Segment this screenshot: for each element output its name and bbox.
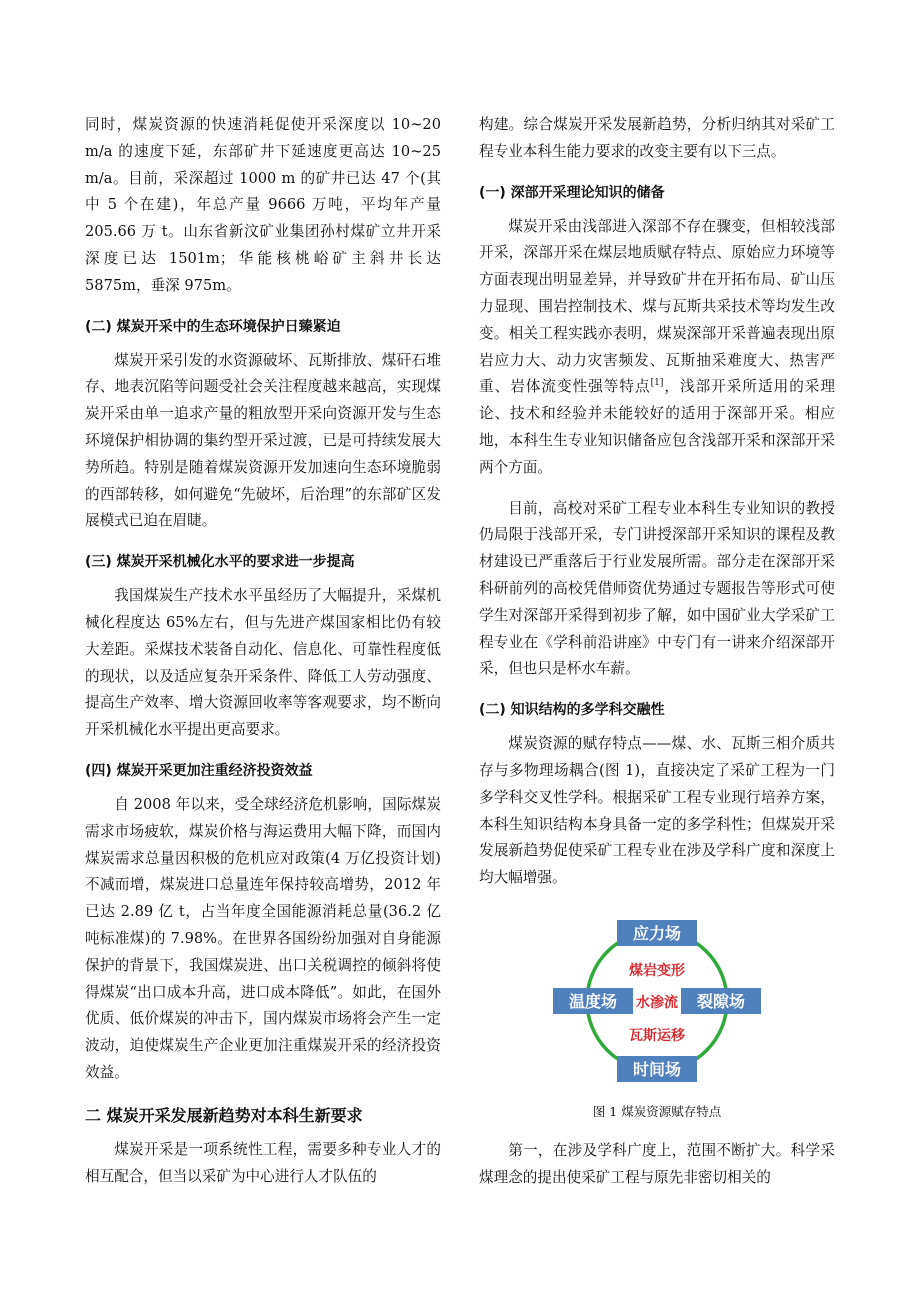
right-paragraph-3: 目前，高校对采矿工程专业本科生专业知识的教授仍局限于浅部开采，专门讲授深部开采知识的课程及教材建设已严重落后于行业发展所需。部分走在深部开采科研前列的高校凭借师资优势通过专题报告等形式可使学生对深部开采得到初步了解，如中国矿业大学采矿工程专业在《学科前沿讲座》中专门有一讲来介绍深部开采，但也只是杯水车薪。 [479, 499, 835, 678]
figure-diagram [479, 908, 835, 1094]
right-paragraph-1: 构建。综合煤炭开采发展新趋势，分析归纳其对采矿工程专业本科生能力要求的改变主要有以下三点。 [479, 116, 835, 160]
box-temperature-field [553, 988, 633, 1014]
svg-text:裂隙场: 裂隙场 [696, 991, 746, 1011]
label-coal-rock-deformation: 煤岩变形 [629, 962, 685, 979]
citation-ref[interactable]: [1] [650, 378, 664, 389]
chapter-heading: 二 煤炭开采发展新趋势对本科生新要求 [85, 1105, 363, 1125]
right-paragraph-4: 煤炭资源的赋存特点——煤、水、瓦斯三相介质共存与多物理场耦合(图 1)，直接决定了采矿工程为一门多学科交叉性学科。根据采矿工程专业现行培养方案，本科生知识结构本身具备一定的多学科性；但煤炭开采发展新趋势促使采矿工程专业在涉及学科广度和深度上均大幅增强。 [479, 735, 835, 887]
svg-text:应力场: 应力场 [632, 923, 682, 943]
box-stress-field [617, 920, 697, 946]
box-fracture-field [681, 988, 761, 1014]
figure-coal-occurrence [479, 908, 835, 1158]
left-column [85, 112, 441, 1190]
right-paragraph-2 [479, 214, 835, 482]
right-paragraph-2b: ，浅部开采所适用的采理论、技术和经验并未能较好的适用于深部开采。相应地，本科生生专业知识储备应包含浅部开采和深部开采两个方面。 [479, 378, 835, 476]
right-paragraph-5: 第一，在涉及学科广度上，范围不断扩大。科学采煤理念的提出使采矿工程与原先非密切相关的 [479, 1141, 835, 1186]
svg-text:时间场: 时间场 [632, 1059, 682, 1079]
label-gas-migration: 瓦斯运移 [629, 1027, 685, 1044]
section-heading-4: (四) 煤炭开采更加注重经济投资效益 [85, 762, 313, 779]
left-paragraph-1: 同时，煤炭资源的快速消耗促使开采深度以 10~20 m/a 的速度下延，东部矿井下延速度更高达 10~25 m/a。目前，采深超过 1000 m 的矿井已达 47 个(其中 5 个在建)，年总产量 9666 万吨，平均年产量 205.66 万 t。山东省新汶矿业集团孙村煤矿立井开采深度已达 1501m；华能核桃峪矿主斜井长达 5875m，垂深 975m。 [85, 116, 441, 294]
svg-text:温度场: 温度场 [568, 991, 618, 1011]
left-paragraph-5: 煤炭开采是一项系统性工程，需要多种专业人才的相互配合，但当以采矿为中心进行人才队伍的 [85, 1140, 441, 1185]
right-paragraph-2a: 煤炭开采由浅部进入深部不存在骤变，但相较浅部开采，深部开采在煤层地质赋存特点、原始应力环境等方面表现出明显差异，并导致矿井在开拓布局、矿山压力显现、围岩控制技术、煤与瓦斯共采技术等均发生改变。相关工程实践亦表明，煤炭深部开采普遍表现出原岩应力大、动力灾害频发、瓦斯抽采难度大、热害严重、岩体流变性强等特点 [479, 217, 835, 396]
section-heading-2b: (二) 知识结构的多学科交融性 [479, 702, 665, 719]
figure-caption: 图 1 煤炭资源赋存特点 [592, 1103, 722, 1119]
box-time-field [617, 1056, 697, 1082]
label-water-seepage: 水渗流 [636, 994, 678, 1011]
section-heading-2: (二) 煤炭开采中的生态环境保护日臻紧迫 [85, 318, 341, 335]
left-paragraph-2: 煤炭开采引发的水资源破坏、瓦斯排放、煤矸石堆存、地表沉陷等问题受社会关注程度越来越高，实现煤炭开采由单一追求产量的粗放型开采向资源开发与生态环境保护相协调的集约型开采过渡，已是可持续发展大势所趋。特别是随着煤炭资源开发加速向生态环境脆弱的西部转移，如何避免“先破坏，后治理”的东部矿区发展模式已迫在眉睫。 [85, 351, 441, 530]
left-paragraph-3: 我国煤炭生产技术水平虽经历了大幅提升，采煤机械化程度达 65%左右，但与先进产煤国家相比仍有较大差距。采煤技术装备自动化、信息化、可靠性程度低的现状，以及适应复杂开采条件、降低工人劳动强度、提高生产效率、增大资源回收率等客观要求，均不断向开采机械化水平提出更高要求。 [85, 587, 441, 739]
left-paragraph-4: 自 2008 年以来，受全球经济危机影响，国际煤炭需求市场疲软，煤炭价格与海运费用大幅下降，而国内煤炭需求总量因积极的危机应对政策(4 万亿投资计划)不减而增，煤炭进口总量连年保持较高增势，2012 年已达 2.89 亿 t，占当年度全国能源消耗总量(36.2 亿吨标准煤)的 7.98%。在世界各国纷纷加强对自身能源保护的背景下，我国煤炭进、出口关税调控的倾斜将使得煤炭“出口成本升高，进口成本降低”。如此，在国外优质、低价煤炭的冲击下，国内煤炭市场将会产生一定波动，迫使煤炭生产企业更加注重煤炭开采的经济投资效益。 [85, 795, 441, 1081]
right-column [479, 112, 835, 1192]
section-heading-3: (三) 煤炭开采机械化水平的要求进一步提高 [85, 554, 355, 571]
section-heading-1: (一) 深部开采理论知识的储备 [479, 184, 665, 201]
